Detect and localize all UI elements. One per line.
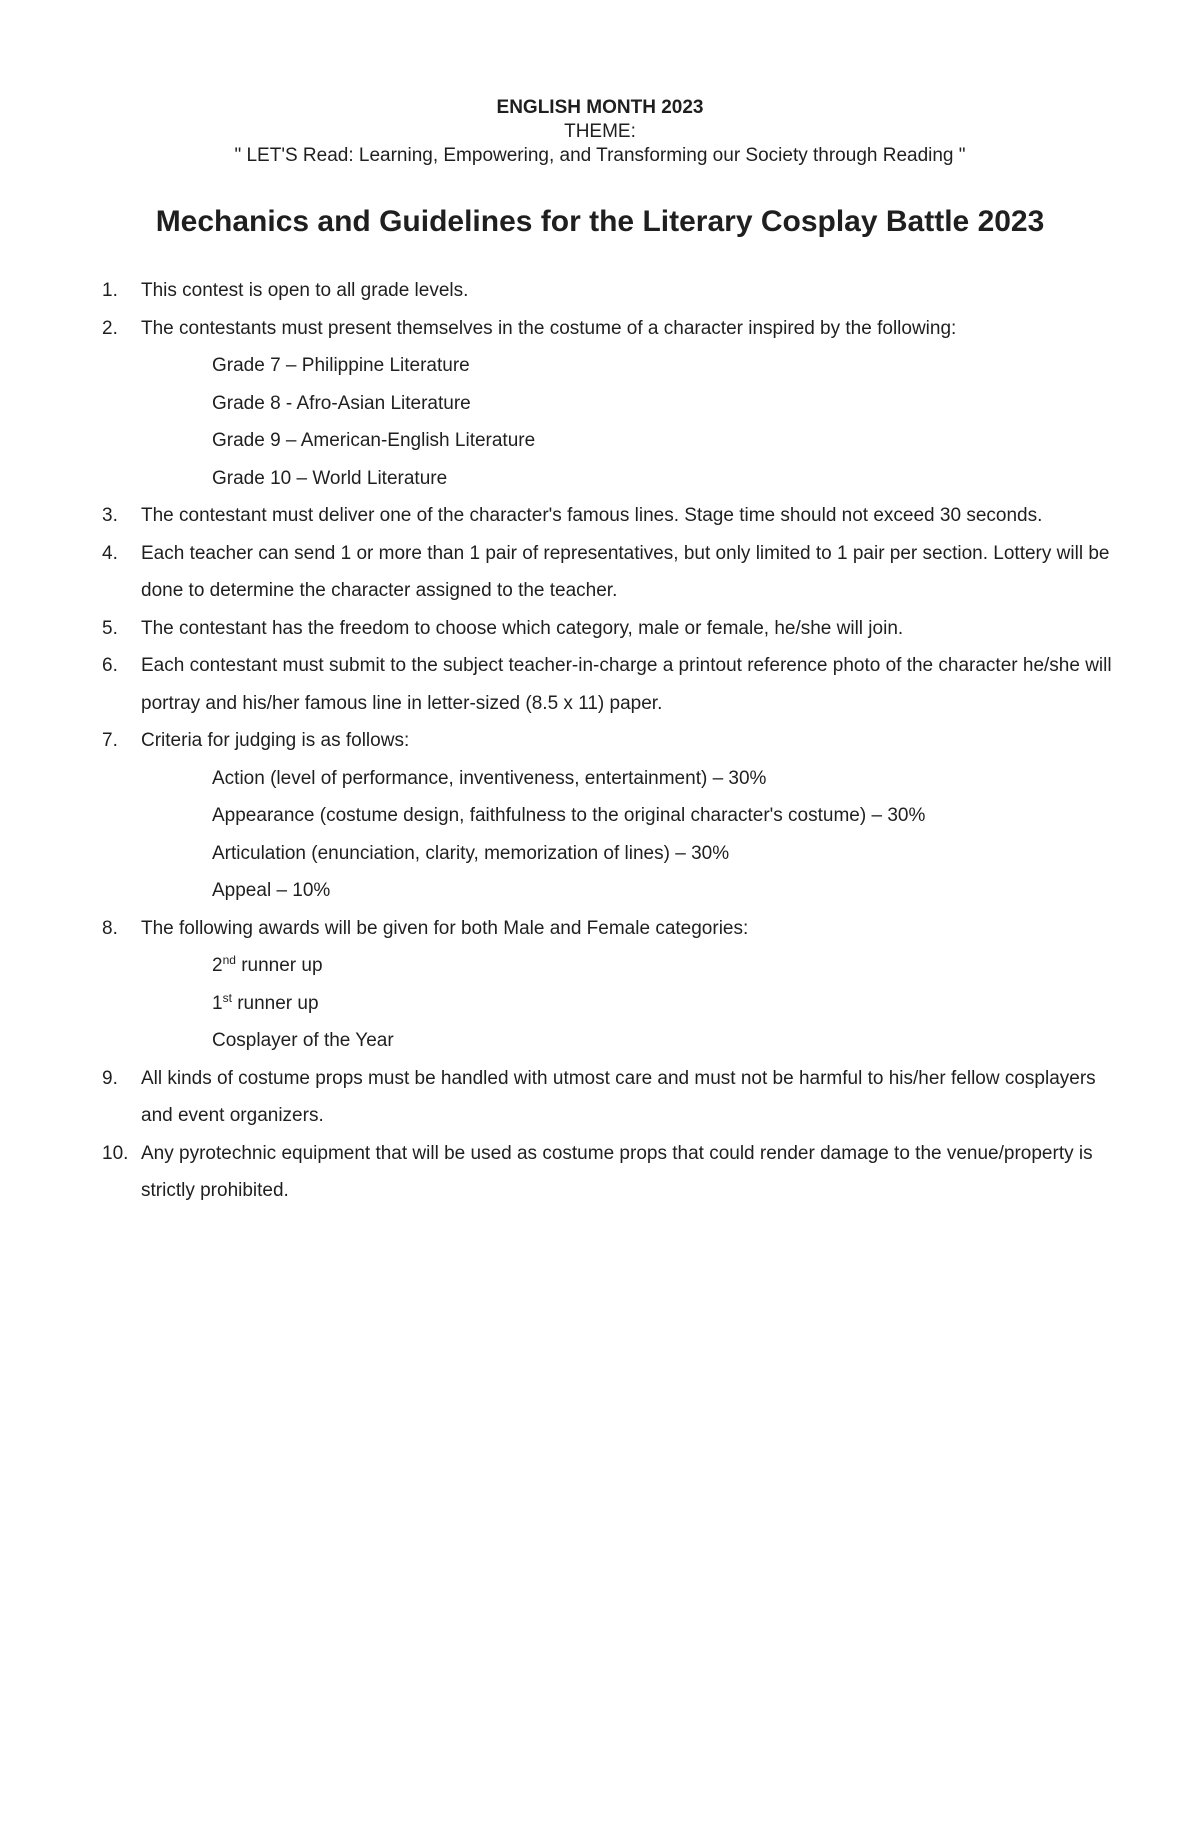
event-title: ENGLISH MONTH 2023	[496, 97, 704, 118]
grade-item: Grade 7 – Philippine Literature	[212, 355, 470, 376]
rule-text: All kinds of costume props must be handled with utmost care and must not be harmful to his/her fellow cosplayers and event organizers.	[141, 1067, 1096, 1126]
criteria-item: Appeal – 10%	[212, 880, 331, 901]
award-label: runner up	[235, 955, 323, 976]
rule-item	[102, 497, 1132, 535]
award-item	[212, 1022, 1132, 1060]
rule-number: 2.	[102, 317, 118, 339]
award-item	[212, 985, 1132, 1023]
award-label: Cosplayer of the Year	[212, 1030, 394, 1051]
rule-text: Each contestant must submit to the subject teacher-in-charge a printout reference photo of the character he/she will portray and his/her famous line in letter-sized (8.5 x 11) paper.	[141, 655, 1112, 714]
rule-number: 1.	[102, 280, 118, 301]
rule-text: The contestant must deliver one of the character's famous lines. Stage time should not exceed 30 seconds.	[141, 505, 1043, 526]
theme-text: " LET'S Read: Learning, Empowering, and Transforming our Society through Reading "	[234, 145, 966, 166]
grade-item: Grade 9 – American-English Literature	[212, 430, 536, 451]
award-rank: 2	[212, 955, 223, 976]
grade-list	[141, 347, 1132, 497]
grade-item: Grade 8 - Afro-Asian Literature	[212, 392, 471, 414]
award-label: runner up	[231, 992, 319, 1014]
rule-number: 8.	[102, 917, 118, 939]
criteria-item: Appearance (costume design, faithfulness to the original character's costume) – 30%	[212, 805, 926, 826]
rule-item	[102, 647, 1132, 722]
award-rank-suffix: nd	[222, 953, 236, 967]
rule-number: 9.	[102, 1067, 118, 1089]
rule-number: 10.	[102, 1142, 129, 1164]
rule-text: Criteria for judging is as follows:	[141, 730, 410, 751]
criteria-item: Action (level of performance, inventiveness, entertainment) – 30%	[212, 767, 767, 789]
rule-text: This contest is open to all grade levels.	[141, 280, 469, 301]
criteria-list	[141, 760, 1132, 910]
rule-item	[102, 722, 1132, 910]
rule-item	[102, 610, 1132, 648]
rule-item	[102, 310, 1132, 498]
rules-list	[102, 272, 1132, 1210]
rule-item	[102, 535, 1132, 610]
rule-number: 5.	[102, 617, 118, 639]
rule-number: 6.	[102, 655, 118, 676]
rule-text: The contestants must present themselves in the costume of a character inspired by the following:	[141, 317, 957, 339]
award-item	[212, 947, 1132, 985]
awards-list	[141, 947, 1132, 1060]
rule-item	[102, 1060, 1132, 1135]
rule-text: The contestant has the freedom to choose which category, male or female, he/she will join.	[141, 617, 904, 639]
rule-text: The following awards will be given for both Male and Female categories:	[141, 917, 749, 939]
rule-number: 4.	[102, 542, 118, 564]
grade-item: Grade 10 – World Literature	[212, 467, 448, 489]
document-header	[0, 96, 1200, 168]
award-rank-suffix: st	[222, 990, 232, 1005]
rule-item	[102, 910, 1132, 1060]
rule-item	[102, 1135, 1132, 1210]
rule-number: 3.	[102, 505, 118, 526]
rule-item	[102, 272, 1132, 310]
rule-text: Each teacher can send 1 or more than 1 pair of representatives, but only limited to 1 pair per section. Lottery will be done to determine the character assigned to the teacher.	[141, 542, 1110, 601]
rule-text: Any pyrotechnic equipment that will be used as costume props that could render damage to the venue/property is strictly prohibited.	[141, 1142, 1093, 1201]
award-rank: 1	[212, 992, 223, 1014]
document-title: Mechanics and Guidelines for the Literary Cosplay Battle 2023	[155, 205, 1045, 238]
rule-number: 7.	[102, 730, 118, 751]
theme-label: THEME:	[564, 121, 636, 142]
criteria-item: Articulation (enunciation, clarity, memorization of lines) – 30%	[212, 842, 730, 864]
